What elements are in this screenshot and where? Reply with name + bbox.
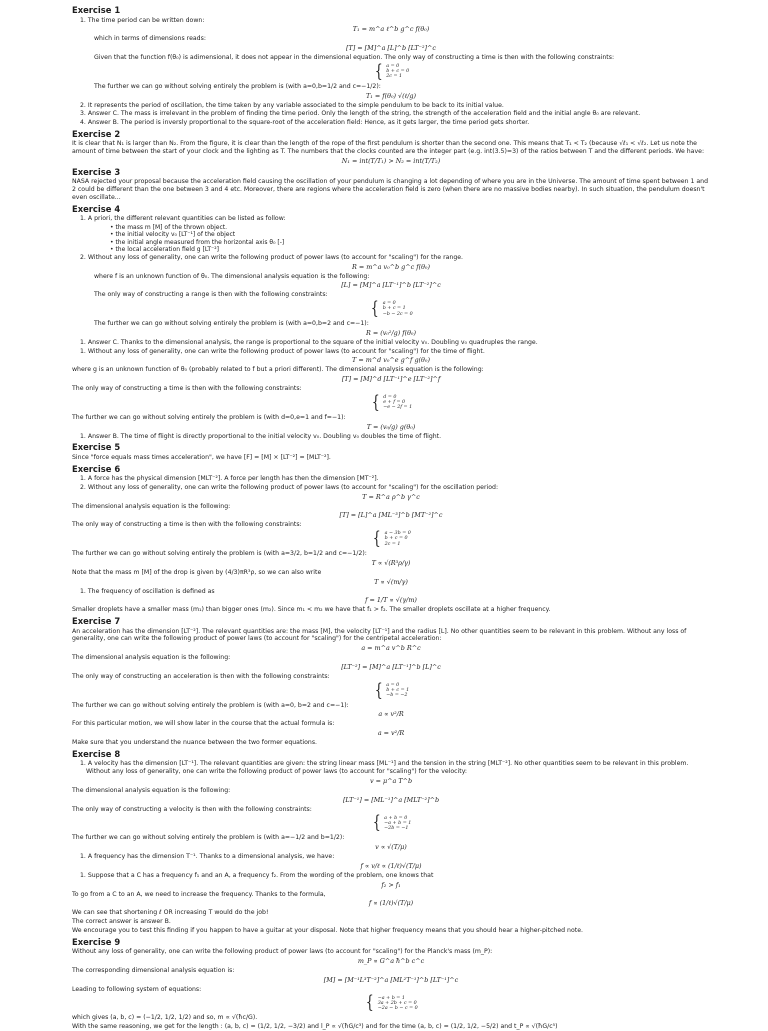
equation: R = (v₀²/g) f(θ₀)	[366, 328, 416, 337]
exercise-2	[72, 129, 710, 165]
system-line: e + f = 0	[383, 400, 406, 406]
bullet-item: • the mass m [M] of the thrown object.	[110, 223, 228, 231]
equation: f = 1/T ∝ √(γ/m)	[365, 596, 417, 605]
system-line: b + c = 0	[384, 536, 408, 542]
paragraph: An acceleration has the dimension [LT⁻²]. The relevant quantities are: the mass [M], the velocity [LT⁻¹] and the radius [L]. No other quantities seem to be relevant in this problem. Without any loss of generality, one can write the following product of power laws (to account for "scaling") for the centripetal acceleration:	[72, 627, 687, 643]
equation: R = m^a v₀^b g^c f(θ₀)	[352, 262, 430, 271]
list-item: 1. A priori, the different relevant quantities can be listed as follow:	[80, 215, 286, 222]
brace: {	[372, 812, 381, 834]
exercise-title: Exercise 8	[72, 748, 121, 759]
exercise-title: Exercise 9	[72, 936, 121, 947]
paragraph: where f is an unknown function of θ₀. The dimensional analysis equation is the following:	[94, 272, 370, 280]
exercise-title: Exercise 3	[72, 166, 121, 177]
bullet-item: • the local acceleration field g [LT⁻²]	[110, 246, 219, 254]
equation: T = (v₀/g) g(θ₀)	[366, 422, 416, 431]
paragraph: The only way of constructing a velocity is then with the following constraints:	[72, 805, 312, 813]
list-item: 4. Answer B. The period is inversly proportional to the square-root of the acceleration field: Hence, as it gets larger, the time period gets shorter.	[80, 119, 530, 126]
brace: {	[372, 528, 381, 549]
exercise-3	[72, 167, 710, 202]
paragraph: To go from a C to an A, we need to increase the frequency. Thanks to the formula,	[72, 890, 326, 898]
equation: T₁ = m^a ℓ^b g^c f(θ₀)	[352, 25, 430, 34]
paragraph: The correct answer is answer B.	[72, 918, 171, 925]
equation: [T] = [M]^a [L]^b [LT⁻²]^c	[346, 44, 436, 52]
exercise-9	[72, 937, 710, 1031]
equation: f ∝ v/ℓ ∝ (1/ℓ)√(T/μ)	[360, 861, 422, 870]
list-item: 1. A velocity has the dimension [LT⁻¹]. The relevant quantities are given: the string linear mass [ML⁻¹] and the tension in the string [MLT⁻²]. No other quantities seem to be relevant in this problem. Without any loss of generality, one can write the following product of power laws (to account for "scaling") for the velocity:	[80, 760, 689, 775]
paragraph: The dimensional analysis equation is the following:	[72, 786, 231, 794]
list-item: 1. Without any loss of generality, one can write the following product of power laws (to account for "scaling") for the time of flight.	[80, 347, 485, 355]
system-line: a = 0	[382, 301, 396, 307]
bullet-item: • the initial angle measured from the horizontal axis θ₀ [-]	[110, 238, 285, 246]
paragraph: The further we can go without solving entirely the problem is (with a=0,b=1/2 and c=−1/2):	[94, 82, 381, 90]
paragraph: NASA rejected your proposal because the acceleration field causing the oscillation of your pendulum is changing a lot depending of where you are in the Universe. The amount of time spent between 1 and 2 could be different than the one between 3 and 4 etc. Moreover, there are regions where the acceleration field is zero (when there are no massive bodies nearby). In such situation, the pendulum doesn't even oscillate...	[72, 178, 709, 201]
list-item: 1. Suppose that a C has a frequency f₁ and an A, a frequency f₂. From the wording of the problem, one knows that	[80, 871, 434, 879]
exercise-8	[72, 749, 710, 935]
equation: a = v²/R	[377, 729, 405, 737]
brace: {	[370, 298, 379, 319]
paragraph: The dimensional analysis equation is the following:	[72, 502, 231, 510]
system-line: −2b = −1	[384, 825, 409, 831]
equation: [LT⁻²] = [M]^a [LT⁻¹]^b [L]^c	[341, 662, 441, 671]
list-item: 1. A frequency has the dimension T⁻¹. Thanks to a dimensional analysis, we have:	[80, 853, 335, 860]
equation: m_P ∝ G^a ħ^b c^c	[357, 956, 425, 965]
paragraph: which in terms of dimensions reads:	[94, 35, 206, 43]
bullet-item: • the initial velocity v₀ [LT⁻¹] of the object	[110, 231, 236, 239]
equation: [T] = [L]^a [ML⁻³]^b [MT⁻²]^c	[339, 511, 443, 520]
equation: [T] = [M]^d [LT⁻¹]^e [LT⁻²]^f	[341, 375, 441, 383]
exercise-7	[72, 616, 710, 747]
paragraph: where g is an unknown function of θ₀ (probably related to f but a priori different). The dimensional analysis equation is the following:	[72, 366, 484, 374]
paragraph: Smaller droplets have a smaller mass (m₁) than bigger ones (m₂). Since m₁ < m₂ we have that f₁ > f₂. The smaller droplets oscillate at a higher frequency.	[72, 606, 551, 614]
system-line: d = 0	[383, 395, 397, 401]
system-line: b + c = 0	[386, 69, 410, 75]
paragraph: The only way of constructing a time is then with the following constraints:	[72, 385, 302, 392]
list-item: 2. Without any loss of generality, one can write the following product of power laws (to account for "scaling") for the range.	[80, 253, 464, 261]
equation: T = m^d v₀^e g^f g(θ₀)	[352, 356, 430, 365]
exercise-title: Exercise 6	[72, 463, 121, 474]
paragraph: The further we can go without solving entirely the problem is (with a=−1/2 and b=1/2):	[72, 834, 345, 842]
system-line: a = 0	[386, 64, 400, 70]
equation-system	[72, 679, 710, 701]
list-item: 3. Answer C. The mass is irrelevant in the problem of finding the time period. Only the length of the string, the strength of the acceleration field and the initial angle θ₀ are relevant.	[80, 110, 641, 118]
paragraph: Since "force equals mass times acceleration", we have [F] = [M] × [LT⁻²] = [MLT⁻²].	[72, 453, 331, 461]
paragraph: Without any loss of generality, one can write the following product of power laws (to account for "scaling") for the Planck's mass (m_P):	[72, 948, 493, 955]
equation-system	[72, 814, 710, 832]
list-item: 1. Answer C. Thanks to the dimensional analysis, the range is proportional to the square of the initial velocity v₀. Doubling v₀ quadruples the range.	[80, 338, 538, 346]
system-line: b + c = 1	[382, 306, 406, 312]
equation: [LT⁻¹] = [ML⁻¹]^a [MLT⁻²]^b	[342, 795, 440, 804]
equation: T ∝ √(R³ρ/γ)	[371, 558, 411, 567]
paragraph: Make sure that you understand the nuance between the two former equations.	[72, 739, 318, 746]
system-line: a + b = 0	[384, 815, 408, 821]
paragraph: With the same reasoning, we get for the length : (a, b, c) = (1/2, 1/2, −3/2) and l_P ∝ √(ħG/c³) and for the time (a, b, c) = (1/2, 1/2, −5/2) and t_P ∝ √(ħG/c⁵)	[72, 1023, 558, 1030]
exercise-title: Exercise 5	[72, 442, 121, 453]
equation-system	[72, 391, 710, 413]
equation-system	[72, 530, 710, 548]
system-line: −2a − b − c = 0	[377, 1005, 418, 1011]
paragraph: Note that the mass m [M] of the drop is given by (4/3)πR³ρ, so we can also write	[72, 568, 322, 576]
equation: a ∝ v²/R	[378, 710, 404, 719]
paragraph: The only way of constructing a range is then with the following constraints:	[94, 291, 328, 299]
system-line: a − 3b = 0	[384, 531, 411, 537]
equation: v ∝ √(T/μ)	[375, 843, 407, 851]
list-item: 1. A force has the physical dimension [MLT⁻²]. A force per length has then the dimension [MT⁻²].	[80, 475, 379, 482]
paragraph: The dimensional analysis equation is the following:	[72, 654, 231, 661]
equation: a = m^a v^b R^c	[361, 644, 421, 652]
paragraph: Leading to following system of equations:	[72, 985, 202, 993]
list-item: 1. The frequency of oscillation is defined as	[80, 587, 215, 595]
paragraph: We encourage you to test this finding if you happen to have a guitar at your disposal. Note that higher frequency means that you should hear a higher-pitched note.	[72, 926, 583, 934]
list-item: 1. Answer B. The time of flight is directly proportional to the initial velocity v₀. Doubling v₀ doubles the time of flight.	[80, 432, 442, 440]
exercise-1	[72, 5, 710, 127]
equation: f₂ > f₁	[381, 880, 401, 889]
system-line: b + c = 1	[386, 687, 410, 693]
equation: T ∝ √(m/γ)	[374, 577, 408, 586]
paragraph: The corresponding dimensional analysis equation is:	[72, 966, 235, 974]
exercise-5	[72, 442, 710, 461]
paragraph: The further we can go without solving entirely the problem is (with a=0,b=2 and c=−1):	[94, 320, 369, 327]
equation: N₁ = int(T/T₁) > N₂ = int(T/T₂)	[341, 156, 441, 165]
equation: [M] = [M⁻¹L³T⁻²]^a [ML²T⁻¹]^b [LT⁻¹]^c	[323, 975, 459, 984]
system-line: −a + b = 1	[384, 820, 412, 826]
system-line: −a + b = 1	[377, 995, 405, 1001]
equation: T₁ = f(θ₀) √(ℓ/g)	[366, 91, 416, 100]
paragraph: The only way of constructing a time is then with the following constraints:	[72, 521, 302, 529]
paragraph: which gives (a, b, c) = (−1/2, 1/2, 1/2) and so, m ∝ √(ħc/G).	[72, 1014, 258, 1022]
system-line: −b − 2c = 0	[382, 311, 413, 317]
system-line: 3a + 2b + c = 0	[377, 1000, 417, 1006]
system-line: −e − 2f = 1	[383, 405, 413, 411]
paragraph: It is clear that N₁ is larger than N₂. From the figure, it is clear than the length of the rope of the first pendulum is shorter than the second one. This means that T₁ < T₂ (because √ℓ₁ < √ℓ₂. Let us note the amount of time between the start of your clock and the lighting as T. The numbers that the clocks counted are the integer part (e.g. int(3.5)=3) of the ratios between T and the different periods. We have:	[72, 140, 705, 155]
paragraph: The further we can go without solving entirely the problem is (with a=0, b=2 and c=−1):	[72, 701, 349, 709]
brace: {	[374, 679, 383, 701]
exercise-title: Exercise 1	[72, 5, 121, 15]
equation-system	[72, 300, 710, 318]
system-line: a = 0	[386, 682, 400, 688]
paragraph: We can see that shortening ℓ OR increasing T would do the job!	[72, 909, 269, 917]
system-line: 2c = 1	[384, 541, 401, 547]
exercise-title: Exercise 4	[72, 203, 121, 214]
paragraph: The only way of constructing an acceleration is then with the following constraints:	[72, 672, 330, 680]
brace: {	[371, 391, 380, 413]
list-item: 2. It represents the period of oscillation, the time taken by any variable associated to the simple pendulum to be back to its initial value.	[80, 101, 504, 109]
equation-system	[72, 994, 710, 1012]
list-item: 2. Without any loss of generality, one can write the following product of power laws (to account for "scaling") for the oscillation period:	[80, 483, 499, 491]
exercise-6	[72, 464, 710, 615]
equation: [L] = [M]^a [LT⁻¹]^b [LT⁻²]^c	[341, 281, 441, 290]
paragraph: The further we can go without solving entirely the problem is (with a=3/2, b=1/2 and c=−1/2):	[72, 550, 367, 557]
paragraph: The further we can go without solving entirely the problem is (with d=0,e=1 and f=−1):	[72, 413, 346, 421]
list-item: 1. The time period can be written down:	[80, 16, 205, 24]
equation: f ∝ (1/ℓ)√(T/μ)	[368, 899, 414, 908]
brace: {	[366, 992, 375, 1014]
system-line: 2c = 1	[386, 74, 403, 80]
exercise-title: Exercise 7	[72, 616, 121, 626]
brace: {	[374, 60, 383, 82]
exercise-title: Exercise 2	[72, 128, 121, 139]
paragraph: For this particular motion, we will show later in the course that the actual formula is:	[72, 720, 335, 728]
paragraph: Given that the function f(θ₀) is adimensional, it does not appear in the dimensional equation. The only way of constructing a time is then with the following constraints:	[94, 54, 615, 61]
equation-system	[72, 60, 710, 82]
equation: v = μ^a T^b	[369, 776, 413, 785]
equation: T = R^a ρ^b γ^c	[362, 492, 420, 501]
system-line: −b = −2	[386, 693, 408, 699]
exercise-4	[72, 204, 710, 441]
